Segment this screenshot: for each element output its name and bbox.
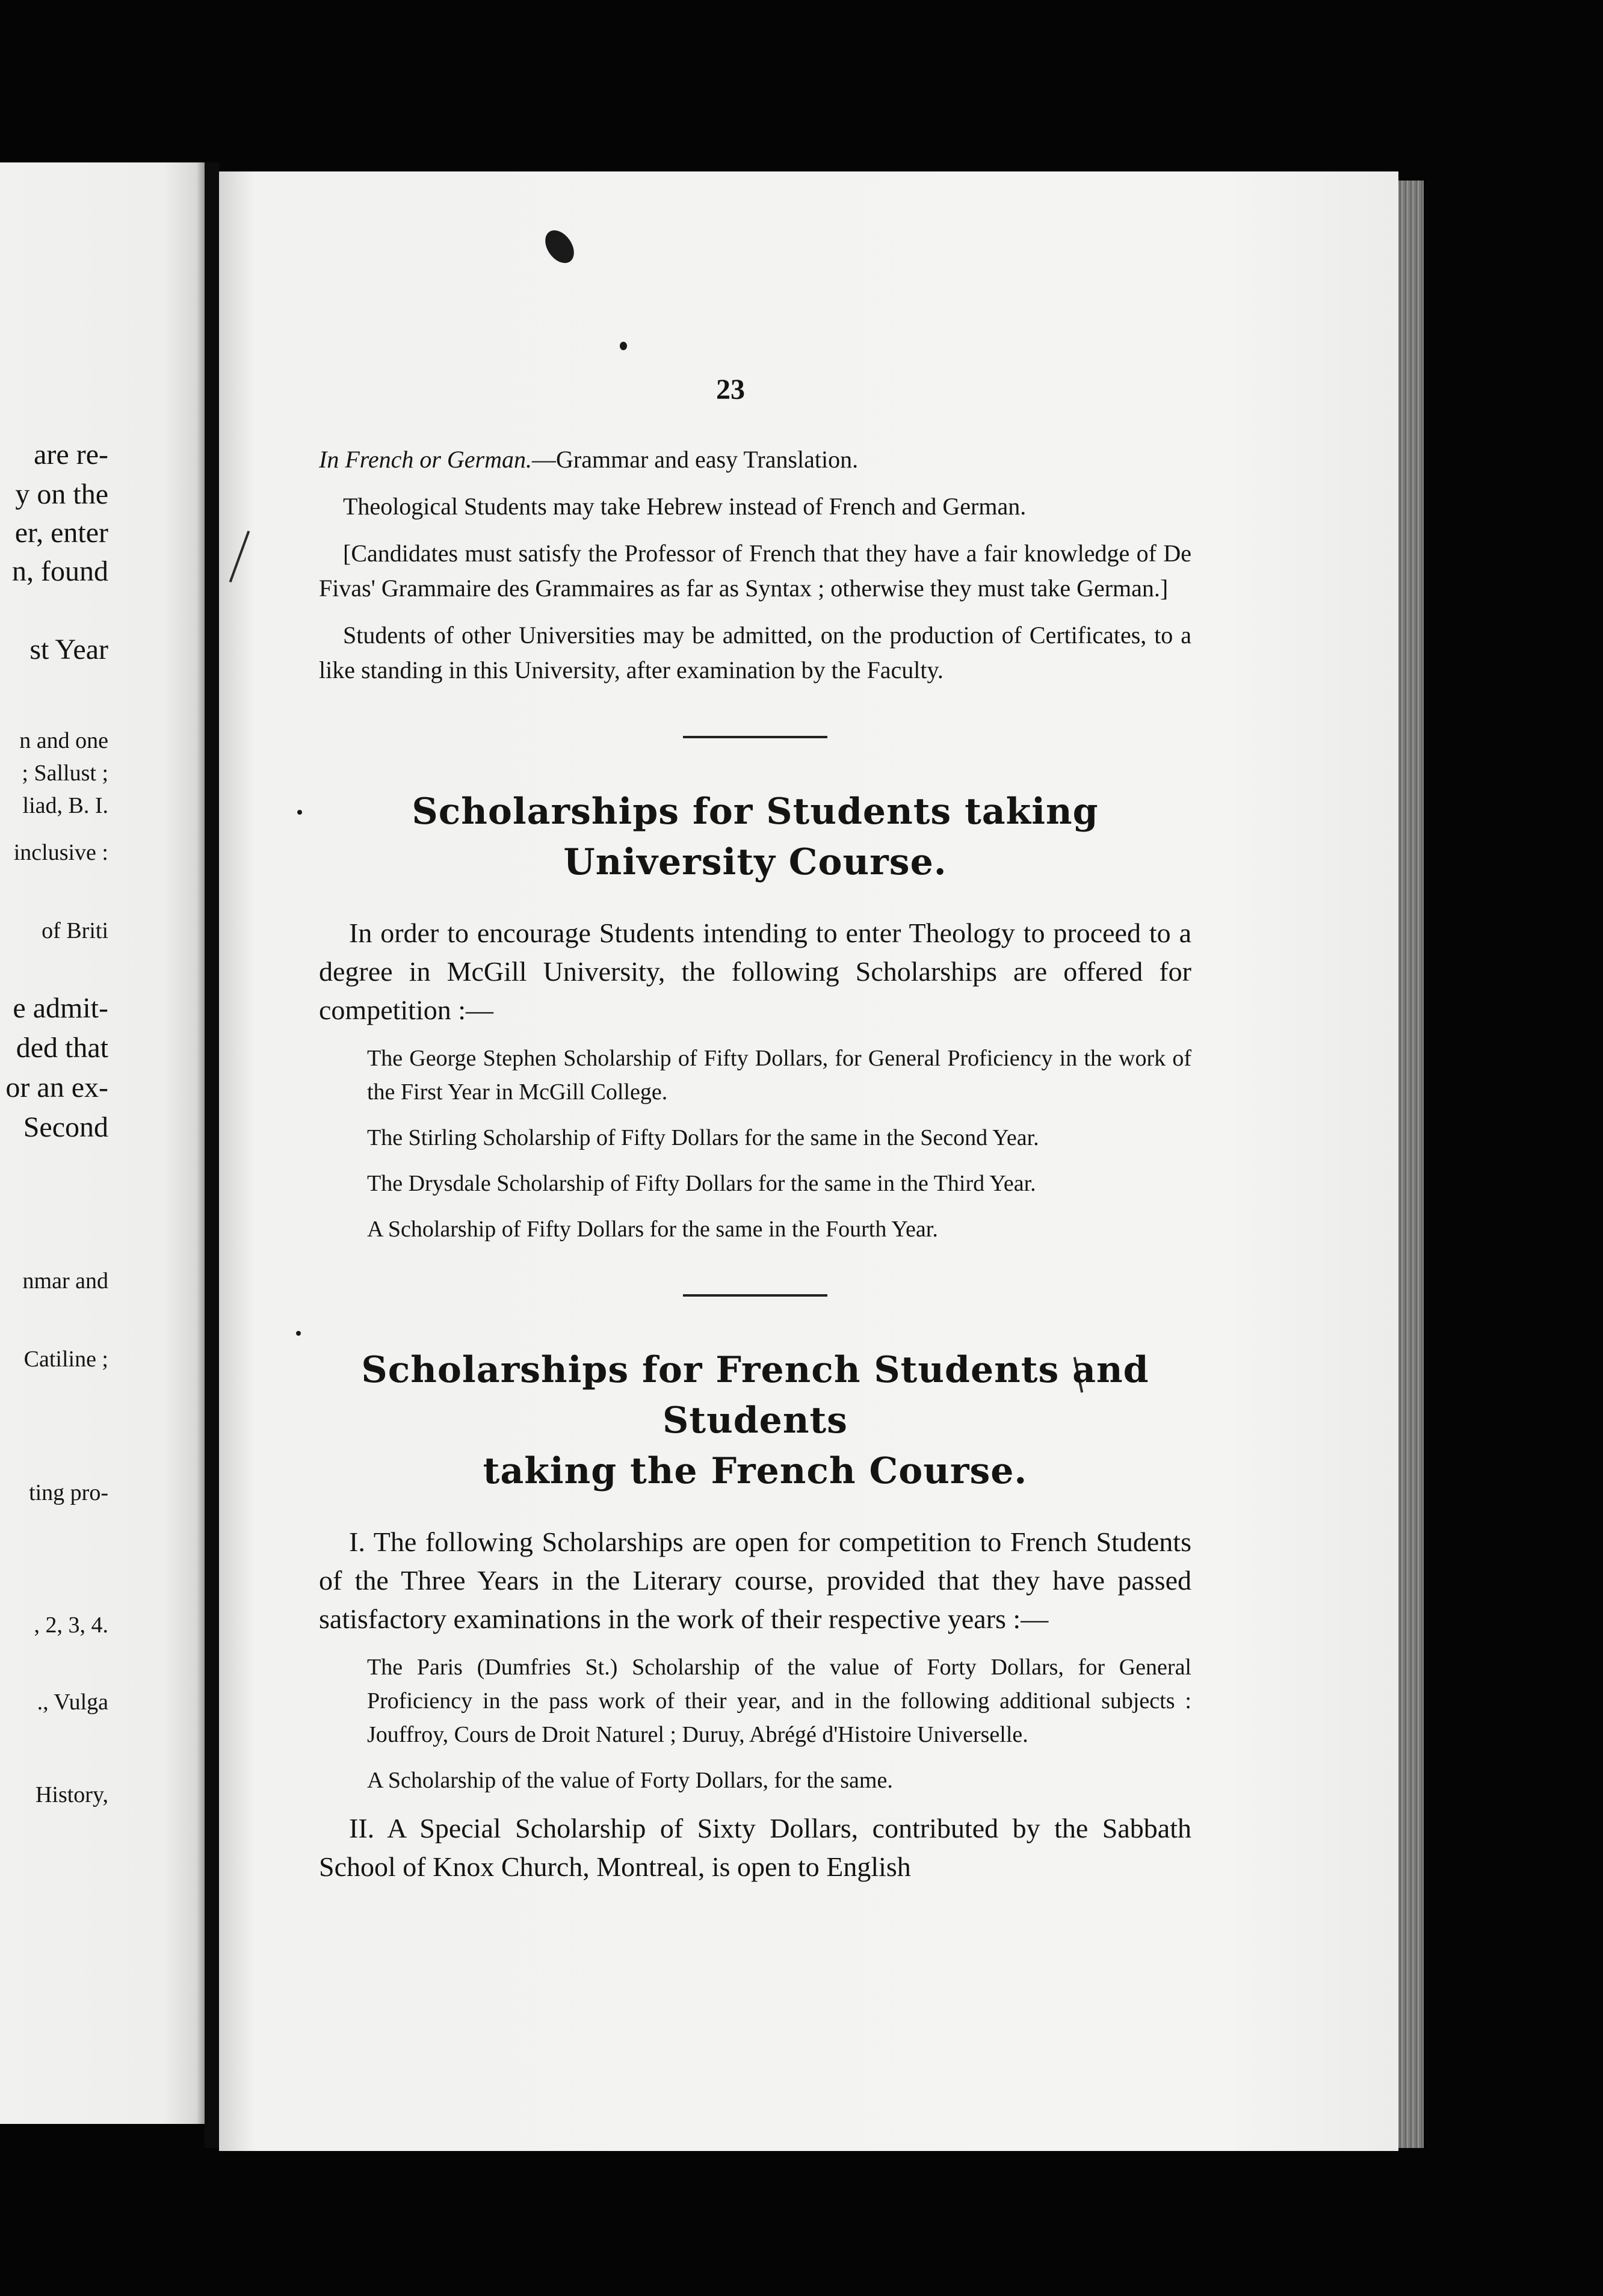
- section-divider: [683, 1294, 827, 1297]
- scholarship-item-text: The George Stephen Scholarship of Fifty Dollars, for General Proficiency in the work of the First Year in McGill College.: [367, 1046, 1191, 1105]
- language-text: —Grammar and easy Translation.: [532, 446, 859, 473]
- university-intro: In order to encourage Students intending to enter Theology to proceed to a degree in McGill University, the following Scholarships are offered for competition :—: [319, 918, 1191, 1025]
- language-label: In French or German.: [319, 446, 533, 473]
- left-page-line: liad, B. I.: [22, 793, 108, 818]
- special-scholarship: II. A Special Scholarship of Sixty Dollars, contributed by the Sabbath School of Knox Church, Montreal, is open to English: [319, 1813, 1191, 1882]
- language-requirement: [319, 442, 1191, 477]
- scholarship-item: The Paris (Dumfries St.) Scholarship of the value of Forty Dollars, for General Proficiency in the pass work of their year, and in the following additional subjects : Jouffroy, Cours de Droit Naturel ; Duruy, Abrégé d'Histoire Universelle.: [367, 1655, 1191, 1747]
- page-number: 23: [716, 374, 745, 406]
- left-page-line: n and one: [19, 728, 108, 753]
- section-divider: [683, 736, 827, 738]
- heading-line: taking the French Course.: [483, 1450, 1028, 1492]
- left-page-line: ; Sallust ;: [22, 761, 108, 786]
- left-page-line: er, enter: [14, 517, 108, 549]
- left-page-line: ., Vulga: [37, 1690, 108, 1715]
- other-universities-note: Students of other Universities may be admitted, on the production of Certificates, to a like standing in this University, after examination by the Faculty.: [319, 622, 1191, 684]
- left-page: [0, 162, 205, 2124]
- left-page-line: Catiline ;: [23, 1347, 108, 1372]
- heading-line: Scholarships for French Students and Students: [361, 1349, 1149, 1442]
- section-heading-university: Scholarships for Students taking University Course.: [412, 791, 1099, 883]
- left-page-line: are re-: [34, 439, 108, 471]
- scholarship-item: A Scholarship of Fifty Dollars for the same in the Fourth Year.: [367, 1217, 938, 1242]
- left-page-line: st Year: [29, 634, 108, 665]
- left-page-line: History,: [35, 1782, 108, 1807]
- ink-speck: [620, 342, 627, 350]
- left-page-line: y on the: [15, 478, 108, 510]
- left-page-line: ded that: [16, 1032, 108, 1064]
- left-page-line: ting pro-: [29, 1480, 108, 1505]
- scholarship-item: [319, 1042, 1191, 1109]
- hebrew-note: Theological Students may take Hebrew instead of French and German.: [343, 493, 1027, 520]
- page-edge: [1398, 181, 1424, 2148]
- french-note: [Candidates must satisfy the Professor of French that they have a fair knowledge of De Fivas' Grammaire des Grammaires as far as Syntax ; otherwise they must take German.]: [319, 540, 1191, 602]
- french-scholarships-intro: I. The following Scholarships are open for competition to French Students of the Three Years in the Literary course, provided that they have passed satisfactory examinations in the work of their respective years :—: [319, 1526, 1191, 1634]
- left-page-line: e admit-: [13, 992, 108, 1024]
- page-content: [319, 442, 1191, 1898]
- left-page-line: n, found: [12, 555, 108, 587]
- left-page-line: , 2, 3, 4.: [34, 1612, 108, 1638]
- scholarship-item: The Stirling Scholarship of Fifty Dollars for the same in the Second Year.: [367, 1125, 1039, 1150]
- left-page-line: Second: [23, 1111, 108, 1143]
- scholarship-item: The Drysdale Scholarship of Fifty Dollars for the same in the Third Year.: [367, 1171, 1036, 1196]
- ink-speck: [296, 1331, 301, 1336]
- left-page-line: of Briti: [42, 918, 108, 943]
- book-gutter: [205, 162, 219, 2148]
- left-page-line: inclusive :: [13, 840, 108, 865]
- section-heading-french: [319, 1345, 1191, 1496]
- scholarship-item: A Scholarship of the value of Forty Dollars, for the same.: [367, 1768, 893, 1793]
- ink-speck: [297, 810, 302, 815]
- left-page-line: nmar and: [22, 1268, 108, 1294]
- left-page-line: or an ex-: [5, 1072, 108, 1103]
